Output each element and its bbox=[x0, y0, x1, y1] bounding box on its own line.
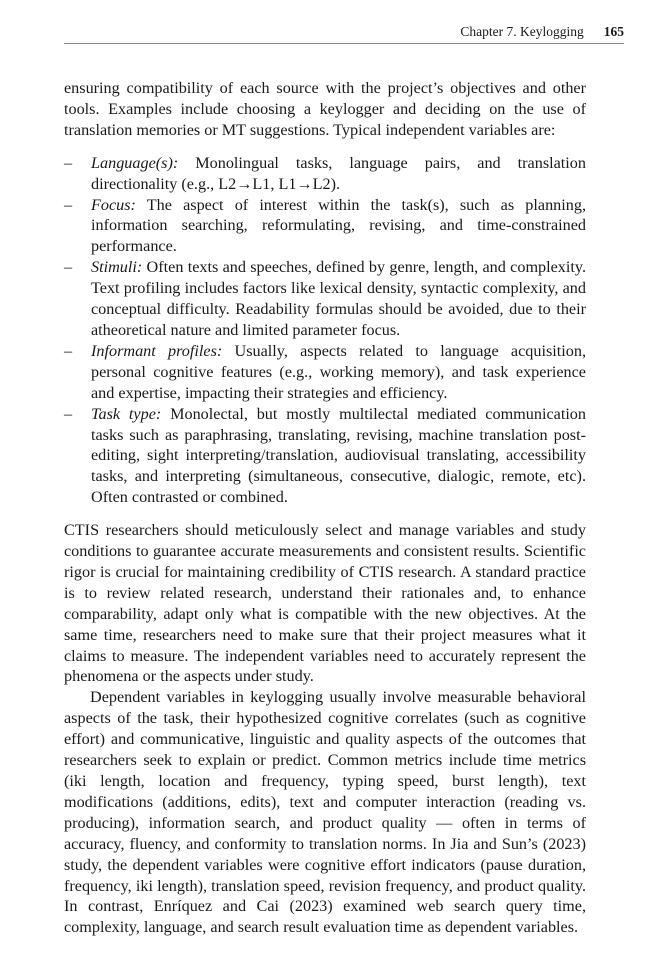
list-item bbox=[64, 341, 586, 404]
intro-paragraph: ensuring compatibility of each source with the project’s objectives and other tools. Examples include choosing a keylogger and deciding on the use of translation memories or MT suggestions. Typical independent variables are: bbox=[64, 79, 586, 139]
body-text bbox=[64, 78, 586, 938]
list-item bbox=[64, 404, 586, 509]
list-item bbox=[64, 195, 586, 258]
dash-bullet: – bbox=[64, 258, 73, 277]
list-item-term: Stimuli: bbox=[91, 258, 143, 277]
list-item bbox=[64, 153, 586, 195]
list-item bbox=[64, 257, 586, 341]
list-item-text: Monolingual tasks, language pairs, and translation directionality (e.g., L2→L1, L1→L2). bbox=[91, 153, 586, 193]
dash-bullet: – bbox=[64, 195, 73, 214]
list-item-text: Monolectal, but mostly multilectal mediated communication tasks such as paraphrasing, translating, revising, machine translation post-editing, sight interpreting/translation, audiovisual translating, accessibility tasks, and interpreting (simultaneous, consecutive, dialogic, remote, etc). Often contrasted or combined. bbox=[91, 404, 586, 507]
list-item-term: Focus: bbox=[91, 195, 136, 214]
list-item-text: Usually, aspects related to language acquisition, personal cognitive features (e.g., working memory), and task experience and expertise, impacting their strategies and efficiency. bbox=[91, 341, 586, 402]
list-item-text: Often texts and speeches, defined by genre, length, and complexity. Text profiling includes factors like lexical density, syntactic complexity, and conceptual difficulty. Readability formulas should be avoided, due to their atheoretical nature and limited parameter focus. bbox=[91, 258, 586, 339]
paragraph-rigor: CTIS researchers should meticulously select and manage variables and study conditions to guarantee accurate measurements and consistent results. Scientific rigor is crucial for maintaining credibility of CTIS research. A standard practice is to review related research, understand their rationales and, to enhance comparability, adapt only what is compatible with the new objectives. At the same time, researchers need to make sure that their project measures what it claims to measure. The independent variables need to accurately represent the phenomena or the aspects under study. bbox=[64, 521, 586, 686]
list-item-term: Language(s): bbox=[91, 153, 179, 172]
dash-bullet: – bbox=[64, 153, 73, 172]
paragraph-dependent-variables: Dependent variables in keylogging usually involve measurable behavioral aspects of the task, their hypothesized cognitive correlates (such as cognitive effort) and communicative, linguistic and quality aspects of the outcomes that researchers seek to explain or predict. Common metrics include time metrics (iki length, location and frequency, typing speed, burst length), text modifications (additions, edits), text and computer interaction (reading vs. producing), information search, and product quality — often in terms of accuracy, fluency, and conformity to translation norms. In Jia and Sun’s (2023) study, the dependent variables were cognitive effort indicators (pause duration, frequency, iki length), translation speed, revision frequency, and product quality. In contrast, Enríquez and Cai (2023) examined web search query time, complexity, language, and search result evaluation time as dependent variables. bbox=[64, 688, 586, 937]
list-item-text: The aspect of interest within the task(s), such as planning, information searching, reformulating, revising, and time-constrained performance. bbox=[91, 195, 586, 256]
chapter-title: Chapter 7. Keylogging bbox=[460, 24, 584, 39]
dash-bullet: – bbox=[64, 404, 73, 423]
running-header bbox=[64, 24, 624, 44]
dash-bullet: – bbox=[64, 341, 73, 360]
list-item-term: Task type: bbox=[91, 404, 162, 423]
list-item-term: Informant profiles: bbox=[91, 341, 223, 360]
page-number: 165 bbox=[603, 24, 624, 39]
independent-variables-list bbox=[64, 153, 586, 508]
